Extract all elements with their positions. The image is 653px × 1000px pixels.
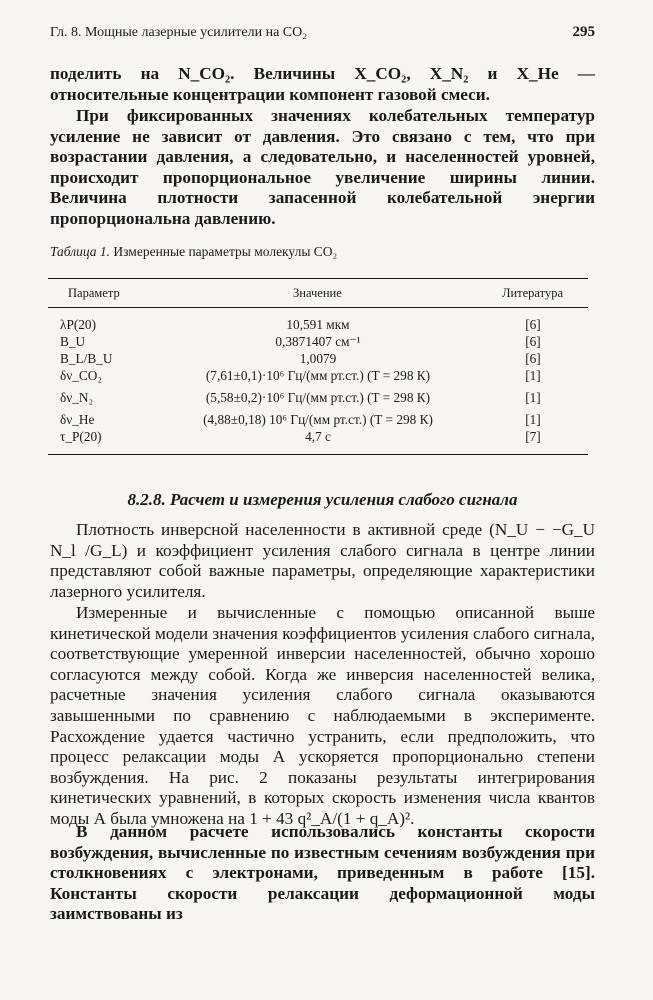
table-row [48,429,588,447]
ref-cell: [7] [525,429,541,444]
page-number: 295 [572,24,595,40]
ref-cell: [1] [525,390,541,405]
table-row [48,334,588,352]
ref-cell: [6] [525,334,541,349]
ref-cell: [6] [525,351,541,366]
value-cell: (7,61±0,1)·10⁶ Гц/(мм рт.ст.) (T = 298 К) [205,368,431,383]
table-caption-label: Таблица 1. [50,244,111,259]
paragraph-inversion: Плотность инверсной населенности в активной среде (N_U − −G_U N_l /G_L) и коэффициент усиления слабого сигнала в центре линии представляют собой важные параметры, определяющие характеристики лазерного усилителя. [50,520,595,601]
running-header [50,24,595,41]
table-bottom-rule [48,454,588,455]
table-row [48,351,588,369]
ref-cell: [6] [525,317,541,332]
param-cell: δν_CO₂ [60,368,103,383]
table-header-value: Значение [293,286,342,300]
paragraph-rate-constants: В данном расчете использовались константы скорости возбуждения, вычисленные по известным сечениям возбуждения при столкновениях с электронами, приведенным в работе [15]. Константы скорости релаксации деформационной моды заимствованы из [50,822,595,924]
table-header-rule [48,307,588,308]
param-cell: τ_P(20) [60,429,102,444]
value-cell: 0,3871407 см⁻¹ [275,334,361,349]
ref-cell: [1] [525,412,541,427]
param-cell: λP(20) [60,317,96,332]
table-row [48,412,588,430]
paragraph-continued: поделить на N_CO₂. Величины X_CO₂, X_N₂ и X_He — относительные концентрации компонент газовой смеси. [50,64,595,104]
value-cell: 1,0079 [299,351,337,366]
table-row [48,317,588,335]
table-caption [50,244,595,260]
value-cell: 10,591 мкм [286,317,350,332]
table-caption-text: Измеренные параметры молекулы CO₂ [113,244,338,259]
value-cell: (4,88±0,18) 10⁶ Гц/(мм рт.ст.) (T = 298 К) [203,412,433,427]
ref-cell: [1] [525,368,541,383]
paragraph-kinetic-model: Измеренные и вычисленные с помощью описанной выше кинетической модели значения коэффициентов усиления слабого сигнала, соответствующие умеренной инверсии населенностей, обычно хорошо согласуются между собой. Когда же инверсия населенностей велика, расчетные значения усиления слабого сигнала оказываются завышенными по сравнению с наблюдаемыми в эксперименте. Расхождение удается частично устранить, если предположить, что процесс релаксации моды А ускоряется пропорционально степени возбуждения. На рис. 2 показаны результаты интегрирования кинетических уравнений, в которых скорость изменения числа квантов моды А была умножена на 1 + 43 q²_A/(1 + q_A)². [50,603,595,828]
table-top-rule [48,278,588,279]
value-cell: 4,7 с [305,429,331,444]
chapter-title: Гл. 8. Мощные лазерные усилители на CO₂ [50,25,308,40]
table-row [48,368,588,386]
param-cell: B_L/B_U [60,351,113,366]
section-heading: 8.2.8. Расчет и измерения усиления слабого сигнала [127,490,518,509]
table-row [48,390,588,408]
table-header-reference: Литература [502,286,563,300]
value-cell: (5,58±0,2)·10⁶ Гц/(мм рт.ст.) (T = 298 К) [205,390,431,405]
paragraph-pressure: При фиксированных значениях колебательных температур усиление не зависит от давления. Это связано с тем, что при возрастании давления, а следовательно, и населенностей уровней, происходит пропорциональное увеличение ширины линии. Величина плотности запасенной колебательной энергии пропорциональна давлению. [50,106,595,228]
param-cell: δν_He [60,412,95,427]
table-header-parameter: Параметр [68,286,120,300]
param-cell: δν_N₂ [60,390,94,405]
param-cell: B_U [60,334,86,349]
